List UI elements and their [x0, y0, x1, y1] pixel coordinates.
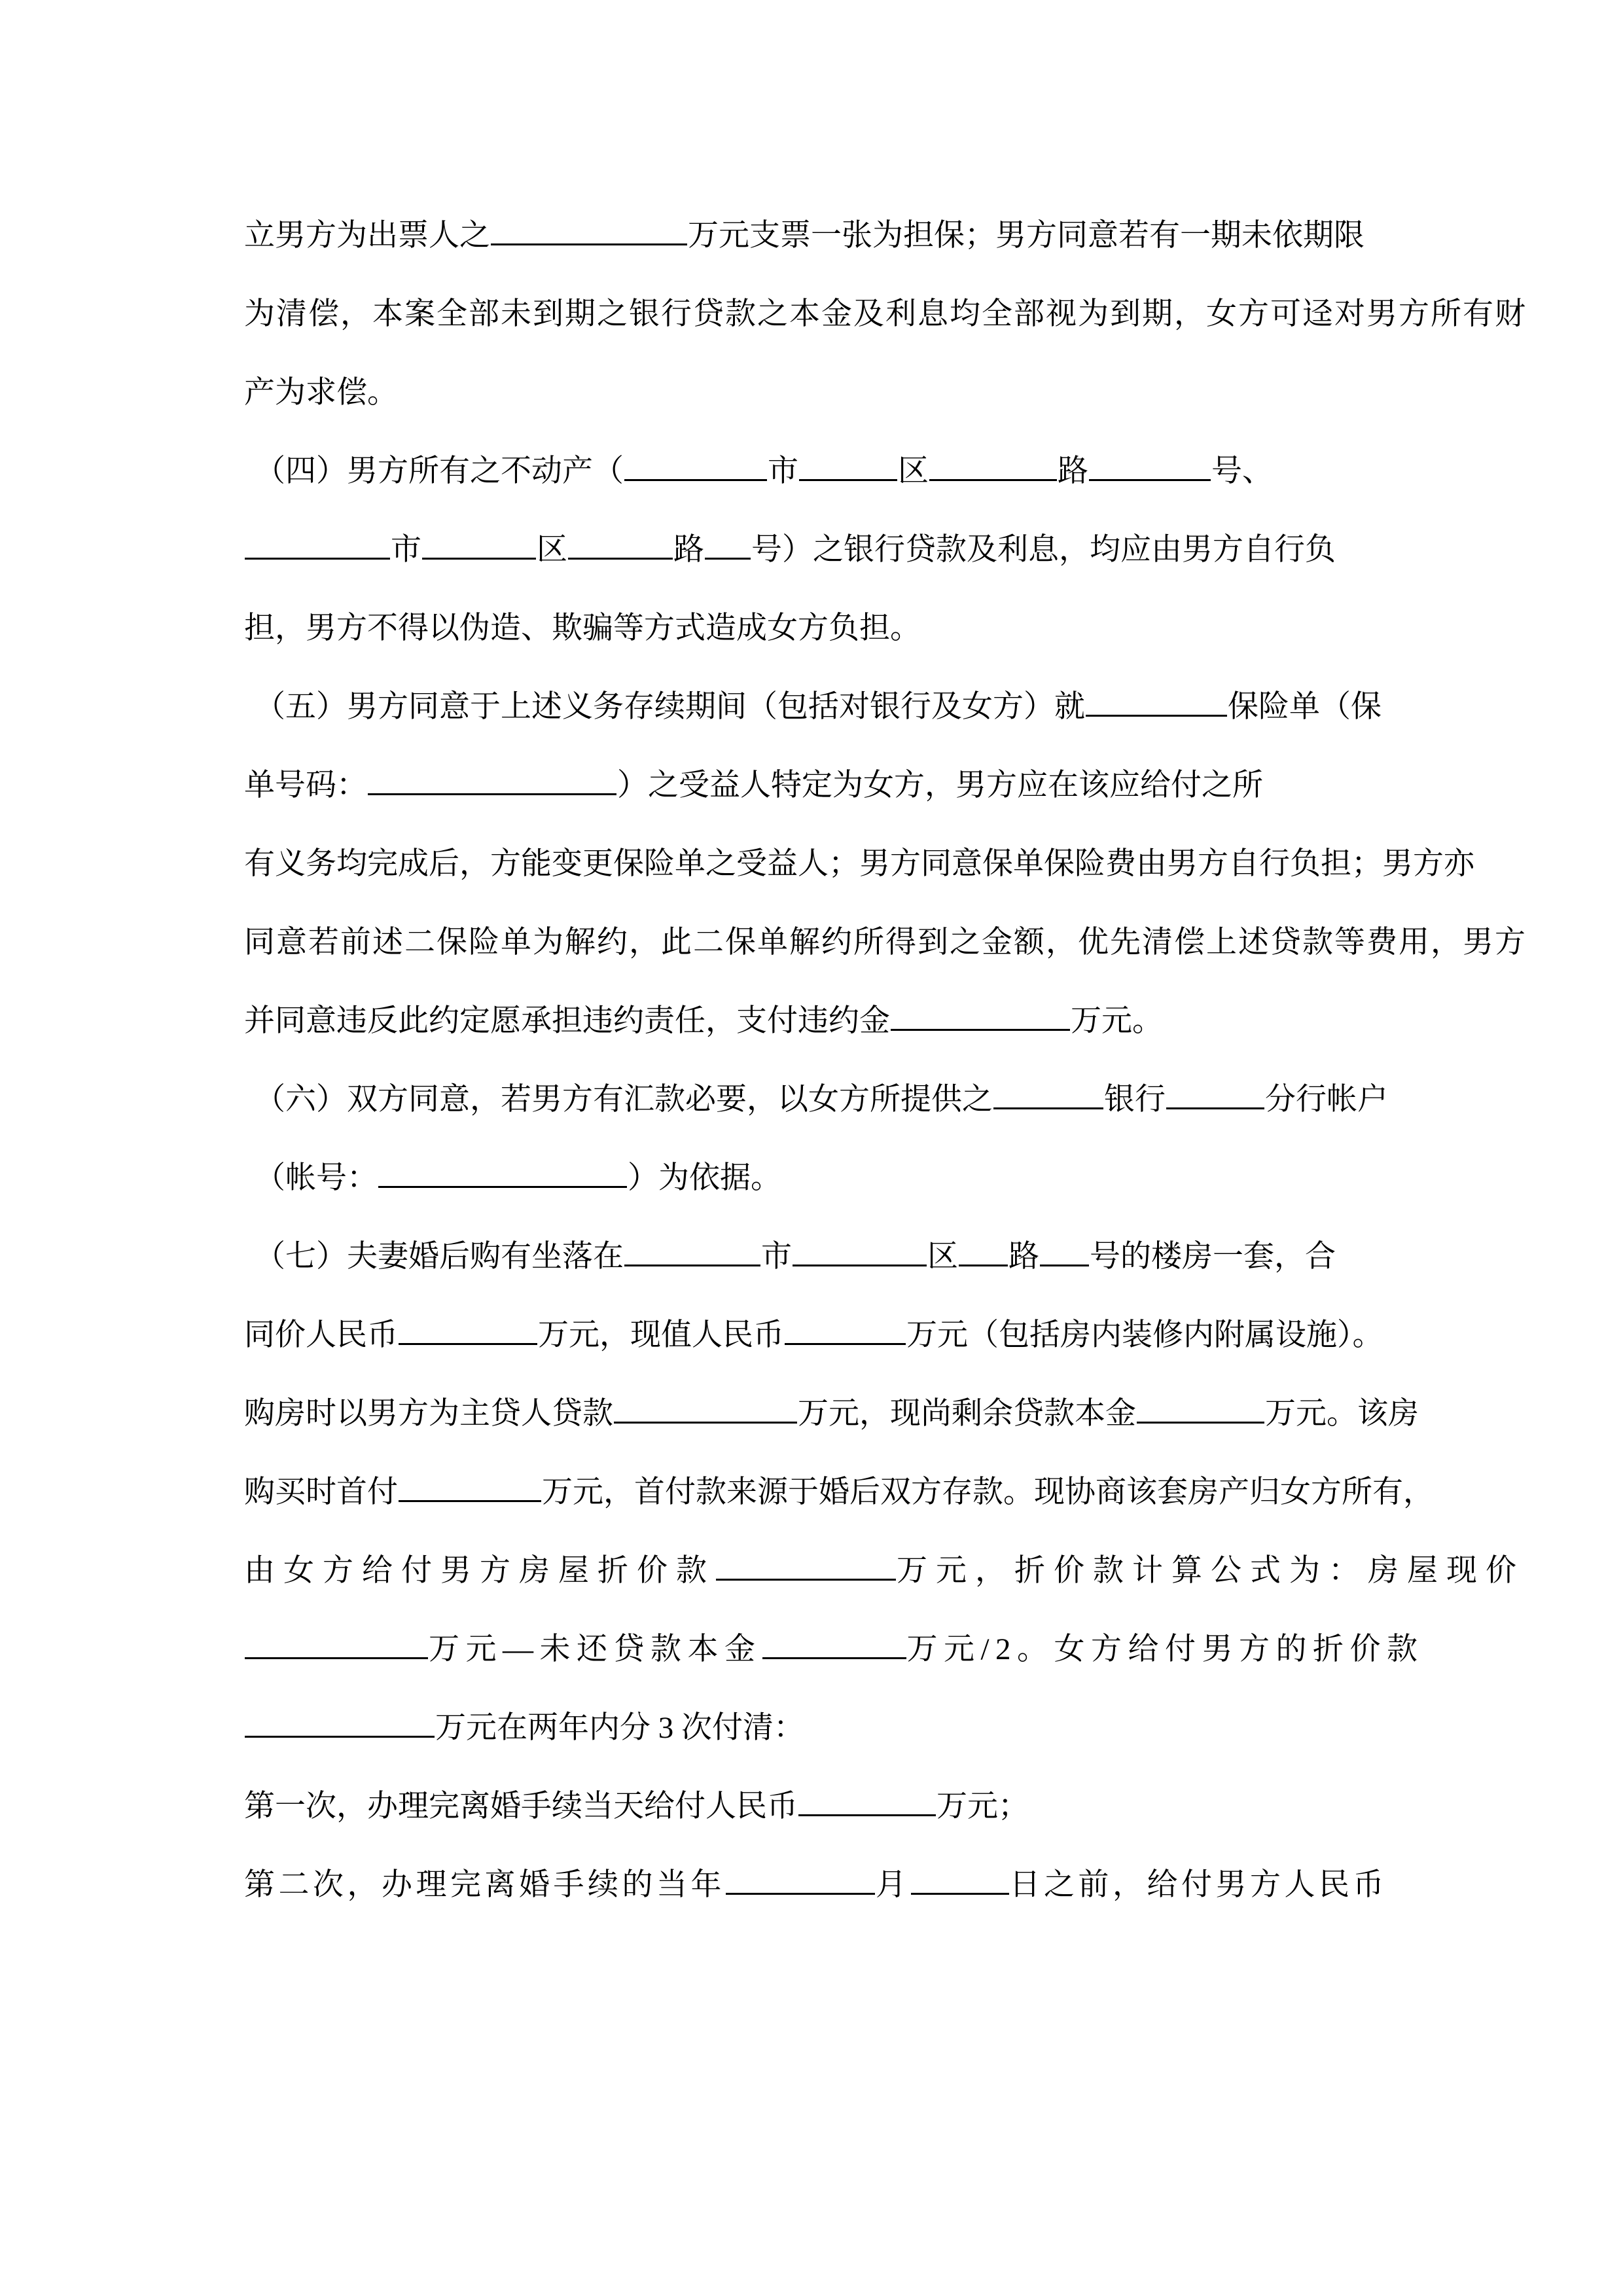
paragraph-line	[244, 275, 1527, 353]
line-text: 分行帐户	[1265, 1083, 1388, 1117]
line-text: 区	[927, 1240, 958, 1274]
paragraph-line	[244, 1374, 1419, 1453]
line-text: 产为求偿。	[244, 376, 398, 410]
line-text: 并同意违反此约定愿承担违约责任，支付违约金	[244, 1004, 890, 1038]
paragraph-line	[244, 353, 1378, 432]
paragraph-line	[244, 196, 1378, 275]
fill-in-blank[interactable]	[614, 1393, 797, 1424]
installment-2-line	[244, 1846, 1387, 1924]
line-text: 万元，现值人民币	[538, 1318, 784, 1352]
line-text: （七）夫妻婚后购有坐落在	[255, 1240, 624, 1274]
line-text: 立男方为出票人之	[244, 219, 490, 253]
fill-in-blank[interactable]	[245, 1628, 428, 1659]
line-text: 区	[898, 454, 929, 488]
fill-in-blank[interactable]	[568, 529, 673, 560]
line-text: 同意若前述二保险单为解约，此二保单解约所得到之金额，优先清偿上述贷款等费用，男方	[244, 925, 1527, 960]
line-text: 万元；	[936, 1789, 1029, 1823]
line-text: 号的楼房一套，合	[1090, 1240, 1336, 1274]
clause-5-line	[244, 668, 1382, 746]
line-text: 由女方给付男方房屋折价款	[244, 1554, 715, 1588]
fill-in-blank[interactable]	[891, 1000, 1070, 1031]
fill-in-blank[interactable]	[245, 1707, 435, 1738]
line-text: 号）之银行贷款及利息，均应由男方自行负	[751, 533, 1336, 567]
fill-in-blank[interactable]	[368, 764, 616, 795]
line-text: （六）双方同意，若男方有汇款必要，以女方所提供之	[255, 1083, 993, 1117]
fill-in-blank[interactable]	[716, 1550, 896, 1581]
fill-in-blank[interactable]	[993, 1079, 1103, 1109]
paragraph-line	[244, 903, 1527, 982]
fill-in-blank[interactable]	[624, 450, 767, 481]
line-text: 有义务均完成后，方能变更保险单之受益人；男方同意保单保险费由男方自行负担；男方亦	[244, 847, 1474, 881]
line-text: 购买时首付	[244, 1475, 398, 1509]
fill-in-blank[interactable]	[422, 529, 536, 560]
installment-1-line	[244, 1767, 1378, 1846]
fill-in-blank[interactable]	[378, 1157, 627, 1188]
paragraph-line	[244, 1296, 1383, 1374]
line-text: 日之前，给付男方人民币	[1009, 1868, 1387, 1902]
fill-in-blank[interactable]	[624, 1236, 760, 1266]
line-text: 万元。该房	[1265, 1397, 1419, 1431]
line-text: 市	[761, 1240, 792, 1274]
fill-in-blank[interactable]	[399, 1314, 537, 1345]
line-text: 单号码：	[244, 768, 367, 802]
line-text: 万元，折价款计算公式为：房屋现价	[897, 1554, 1525, 1588]
fill-in-blank[interactable]	[245, 529, 390, 560]
clause-4-line	[244, 432, 1378, 511]
paragraph-line	[244, 746, 1378, 825]
fill-in-blank[interactable]	[399, 1471, 541, 1502]
fill-in-blank[interactable]	[1137, 1393, 1264, 1424]
clause-7-line	[244, 1217, 1378, 1296]
fill-in-blank[interactable]	[929, 450, 1057, 481]
fill-in-blank[interactable]	[1040, 1236, 1089, 1266]
fill-in-blank[interactable]	[1166, 1079, 1264, 1109]
line-text: ）为依据。	[628, 1161, 781, 1195]
line-text: 市	[391, 533, 421, 567]
line-text: 购房时以男方为主贷人贷款	[244, 1397, 613, 1431]
fill-in-blank[interactable]	[785, 1314, 906, 1345]
fill-in-blank[interactable]	[793, 1236, 927, 1266]
paragraph-line	[244, 825, 1474, 903]
line-text: 万元/2。女方给付男方的折价款	[906, 1632, 1424, 1666]
document-body	[244, 196, 1527, 1924]
clause-6-line	[244, 1060, 1388, 1139]
paragraph-line	[244, 1532, 1525, 1610]
paragraph-line	[244, 982, 1378, 1060]
paragraph-line	[244, 589, 1378, 668]
fill-in-blank[interactable]	[798, 1785, 936, 1816]
paragraph-line	[244, 1610, 1424, 1689]
line-text: 同价人民币	[244, 1318, 398, 1352]
line-text: 万元，现尚剩余贷款本金	[798, 1397, 1136, 1431]
fill-in-blank[interactable]	[1086, 686, 1227, 717]
line-text: 担，男方不得以伪造、欺骗等方式造成女方负担。	[244, 611, 921, 645]
fill-in-blank[interactable]	[1089, 450, 1211, 481]
fill-in-blank[interactable]	[762, 1628, 906, 1659]
line-text: 保险单（保	[1228, 690, 1382, 724]
paragraph-line	[244, 1689, 1378, 1767]
line-text: 万元，首付款来源于婚后双方存款。现协商该套房产归女方所有，	[542, 1475, 1434, 1509]
line-text: 号、	[1211, 454, 1273, 488]
line-text: 第一次，办理完离婚手续当天给付人民币	[244, 1789, 798, 1823]
line-text: （四）男方所有之不动产（	[255, 454, 624, 488]
line-text: 万元支票一张为担保；男方同意若有一期未依期限	[688, 219, 1364, 253]
line-text: 为清偿，本案全部未到期之银行贷款之本金及利息均全部视为到期，女方可迳对男方所有财	[244, 297, 1527, 331]
paragraph-line	[244, 511, 1378, 589]
line-text: 万元。	[1071, 1004, 1163, 1038]
fill-in-blank[interactable]	[799, 450, 897, 481]
paragraph-line	[244, 1139, 1378, 1217]
line-text: 第二次，办理完离婚手续的当年	[244, 1868, 725, 1902]
fill-in-blank[interactable]	[959, 1236, 1008, 1266]
line-text: 万元（包括房内装修内附属设施）。	[906, 1318, 1383, 1352]
line-text: 万元在两年内分 3 次付清：	[435, 1711, 804, 1745]
line-text: 路	[673, 533, 704, 567]
paragraph-line	[244, 1453, 1434, 1532]
line-text: 区	[537, 533, 567, 567]
line-text: 银行	[1104, 1083, 1166, 1117]
fill-in-blank[interactable]	[491, 215, 687, 245]
fill-in-blank[interactable]	[705, 529, 751, 560]
line-text: 路	[1058, 454, 1088, 488]
line-text: 万元—未还贷款本金	[429, 1632, 762, 1666]
line-text: （五）男方同意于上述义务存续期间（包括对银行及女方）就	[255, 690, 1085, 724]
line-text: 路	[1008, 1240, 1039, 1274]
line-text: （帐号：	[255, 1161, 378, 1195]
line-text: 月	[876, 1868, 910, 1902]
fill-in-blank[interactable]	[911, 1864, 1009, 1895]
line-text: ）之受益人特定为女方，男方应在该应给付之所	[617, 768, 1263, 802]
line-text: 市	[768, 454, 798, 488]
fill-in-blank[interactable]	[726, 1864, 875, 1895]
